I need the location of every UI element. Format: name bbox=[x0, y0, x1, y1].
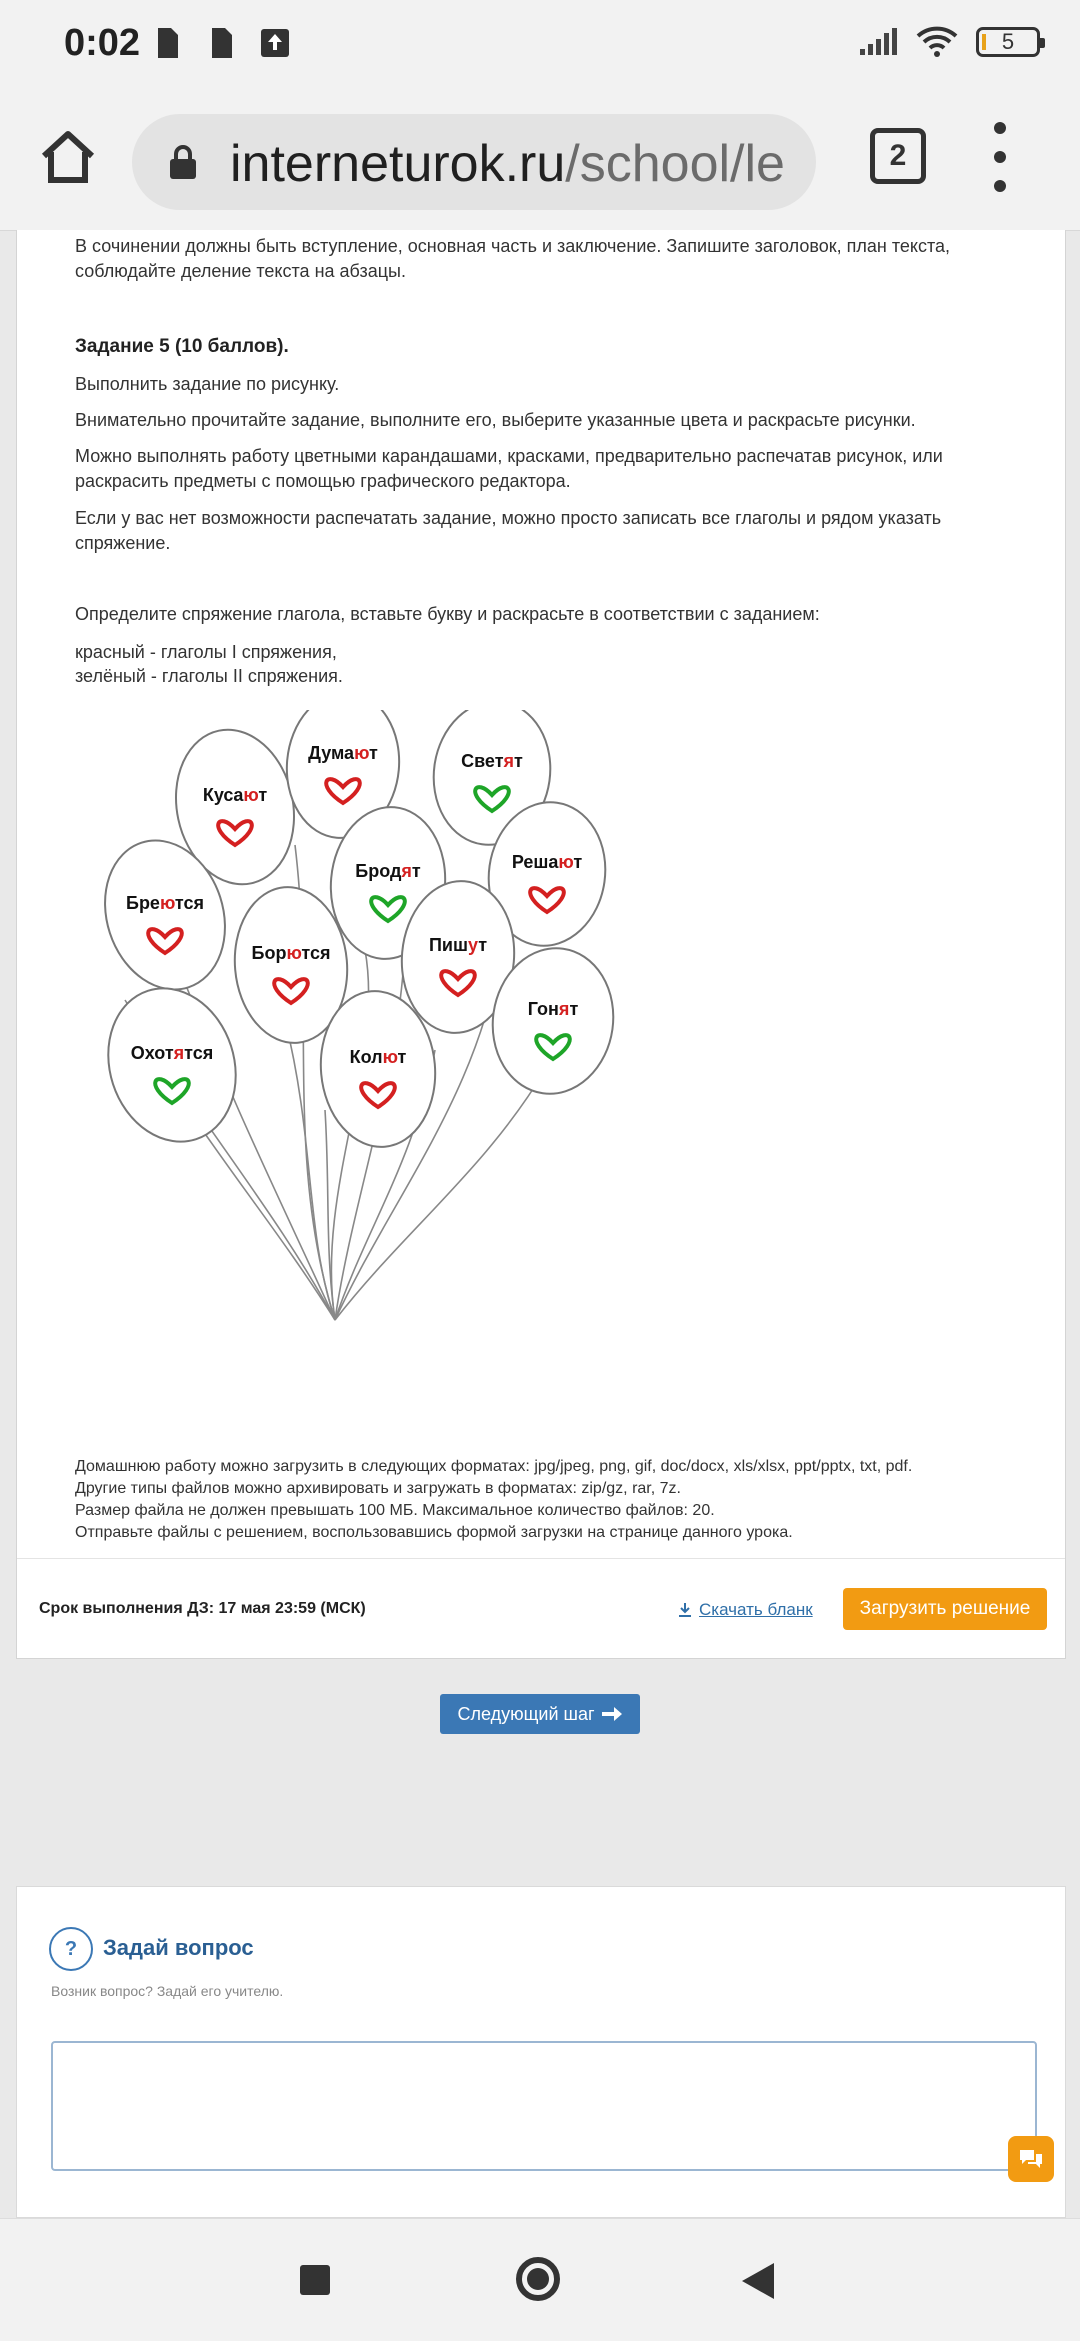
balloon bbox=[89, 972, 255, 1159]
task-paragraph: Выполнить задание по рисунку. bbox=[75, 374, 340, 394]
download-blank-label: Скачать бланк bbox=[699, 1600, 813, 1619]
home-icon[interactable] bbox=[36, 126, 100, 190]
tab-count: 2 bbox=[889, 139, 907, 172]
ask-question-title: Задай вопрос bbox=[103, 1935, 254, 1960]
overflow-menu-icon[interactable] bbox=[990, 122, 1010, 192]
balloon-verb: Светят bbox=[461, 751, 523, 771]
tab-switcher-button[interactable] bbox=[870, 128, 926, 184]
download-icon bbox=[677, 1602, 693, 1618]
legend-green: зелёный - глаголы II спряжения. bbox=[75, 666, 343, 686]
formats-line: Размер файла не должен превышать 100 МБ. Максимальное количество файлов: 20. bbox=[75, 1502, 715, 1519]
divider bbox=[17, 1558, 1065, 1559]
url-path: /school/le bbox=[565, 135, 785, 193]
browser-toolbar bbox=[0, 96, 1080, 231]
upload-solution-button[interactable]: Загрузить решение bbox=[843, 1588, 1047, 1630]
upload-notification-icon bbox=[260, 26, 290, 60]
signal-icon bbox=[858, 27, 898, 57]
formats-line: Отправьте файлы с решением, воспользовавшись формой загрузки на странице данного урока. bbox=[75, 1524, 793, 1541]
task-title: Задание 5 (10 баллов). bbox=[75, 336, 289, 357]
back-button[interactable] bbox=[742, 2263, 774, 2299]
battery-icon bbox=[976, 27, 1040, 57]
balloon-verb: Гонят bbox=[527, 999, 579, 1019]
balloon-verb: Решают bbox=[511, 852, 583, 872]
formats-line: Другие типы файлов можно архивировать и загружать в форматах: zip/gz, rar, 7z. bbox=[75, 1480, 681, 1497]
balloon-verb: Кусaют bbox=[202, 785, 268, 805]
balloon-verb: Думают bbox=[308, 743, 378, 763]
sim-card-icon bbox=[206, 26, 236, 60]
balloon-verb: Колют bbox=[349, 1047, 407, 1067]
balloon-verb: Борются bbox=[251, 943, 331, 963]
ask-question-subtitle: Возник вопрос? Задай его учителю. bbox=[51, 1983, 284, 1999]
homework-card bbox=[16, 230, 1066, 1659]
next-step-button[interactable] bbox=[440, 1694, 640, 1734]
balloons-figure bbox=[85, 710, 635, 1340]
task-paragraph: Определите спряжение глагола, вставьте букву и раскрасьте в соответствии с заданием: bbox=[75, 604, 820, 624]
sim-card-icon bbox=[152, 26, 182, 60]
balloon-verb: Пишут bbox=[428, 935, 488, 955]
task-paragraph: Если у вас нет возможности распечатать задание, можно просто записать все глаголы и рядом указать спряжение. bbox=[75, 508, 942, 553]
legend-red: красный - глаголы I спряжения, bbox=[75, 642, 337, 662]
formats-line: Домашнюю работу можно загрузить в следующих форматах: jpg/jpeg, png, gif, doc/docx, xls/xlsx, ppt/pptx, txt, pdf. bbox=[75, 1458, 913, 1475]
home-nav-button[interactable] bbox=[516, 2257, 560, 2301]
lock-icon[interactable] bbox=[168, 144, 198, 180]
deadline-text: Срок выполнения ДЗ: 17 мая 23:59 (МСК) bbox=[39, 1600, 366, 1617]
system-nav-bar bbox=[0, 2218, 1080, 2341]
wifi-icon bbox=[916, 26, 958, 58]
status-bar bbox=[0, 0, 1080, 96]
url-text[interactable] bbox=[230, 134, 785, 194]
question-textarea[interactable] bbox=[51, 2041, 1037, 2171]
balloon-verb: Бродят bbox=[355, 861, 421, 881]
ask-question-card bbox=[16, 1886, 1066, 2218]
question-icon: ? bbox=[49, 1927, 93, 1971]
address-bar[interactable] bbox=[132, 114, 816, 210]
status-time: 0:02 bbox=[64, 22, 141, 64]
next-step-label: Следующий шаг bbox=[457, 1703, 595, 1724]
intro-text: В сочинении должны быть вступление, основная часть и заключение. Запишите заголовок, план текста, соблюдайте деление текста на абзацы. bbox=[75, 236, 951, 281]
task-paragraph: Внимательно прочитайте задание, выполните его, выберите указанные цвета и раскрасьте рисунки. bbox=[75, 410, 916, 430]
balloon-shape bbox=[89, 972, 255, 1159]
arrow-right-icon bbox=[601, 1706, 623, 1722]
balloon-verb: Охотятся bbox=[130, 1043, 214, 1063]
chat-button[interactable] bbox=[1008, 2136, 1054, 2182]
chat-icon bbox=[1018, 2148, 1044, 2170]
url-domain: interneturok.ru bbox=[230, 135, 566, 193]
balloon-verb: Бреются bbox=[126, 893, 204, 913]
download-blank-link[interactable] bbox=[677, 1600, 813, 1620]
recent-apps-button[interactable] bbox=[300, 2265, 330, 2295]
battery-level: 5 bbox=[1001, 29, 1015, 54]
task-paragraph: Можно выполнять работу цветными карандашами, красками, предварительно распечатав рисунок, или раскрасить предметы с помощью графического редактора. bbox=[75, 446, 943, 491]
